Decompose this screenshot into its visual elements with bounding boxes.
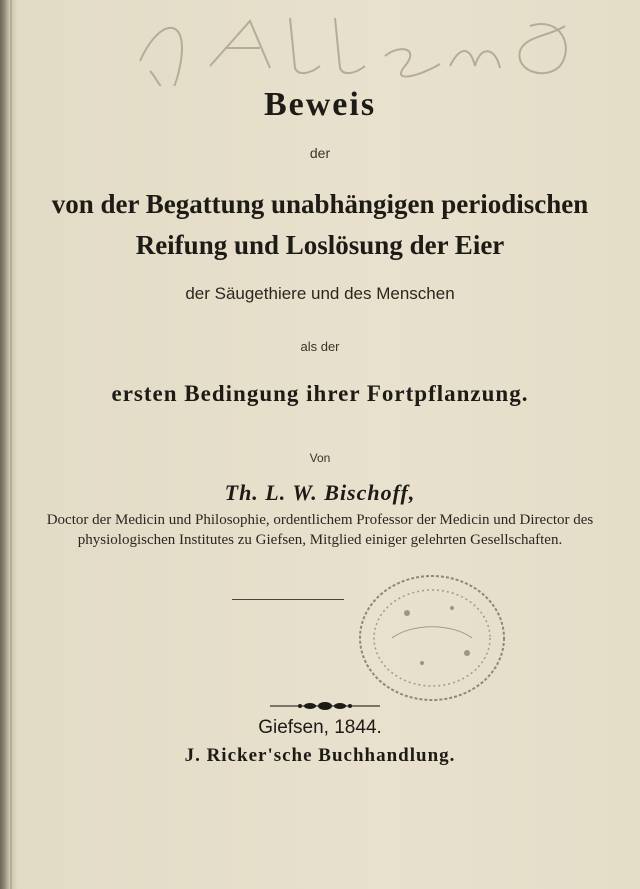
imprint-place-year: Giefsen, 1844. — [258, 717, 382, 738]
imprint-publisher: J. Ricker'sche Buchhandlung. — [184, 745, 456, 766]
title-der: der — [309, 145, 331, 161]
title-subtitle: der Säugethiere und des Menschen — [185, 284, 455, 303]
title-main-line-2: Reifung und Loslösung der Eier — [135, 230, 505, 260]
library-stamp — [352, 568, 512, 708]
byline-von: Von — [309, 451, 331, 465]
handwritten-signature — [120, 6, 590, 86]
title-word-beweis: Beweis — [263, 86, 377, 123]
author-affiliation: Doctor der Medicin und Philosophie, ordentlichem Professor der Medicin und Director des physiologischen Institutes zu Giefsen, Mitglied einiger gelehrten Gesellschaften. — [46, 512, 594, 548]
author-name: Th. L. W. Bischoff, — [224, 480, 416, 505]
title-als-der: als der — [300, 339, 340, 354]
title-main-line-3: ersten Bedingung ihrer Fortpflanzung. — [111, 381, 529, 406]
ornament-divider — [270, 700, 380, 712]
separator-rule — [232, 599, 344, 600]
title-main-line-1: von der Begattung unabhängigen periodischen — [51, 189, 589, 219]
